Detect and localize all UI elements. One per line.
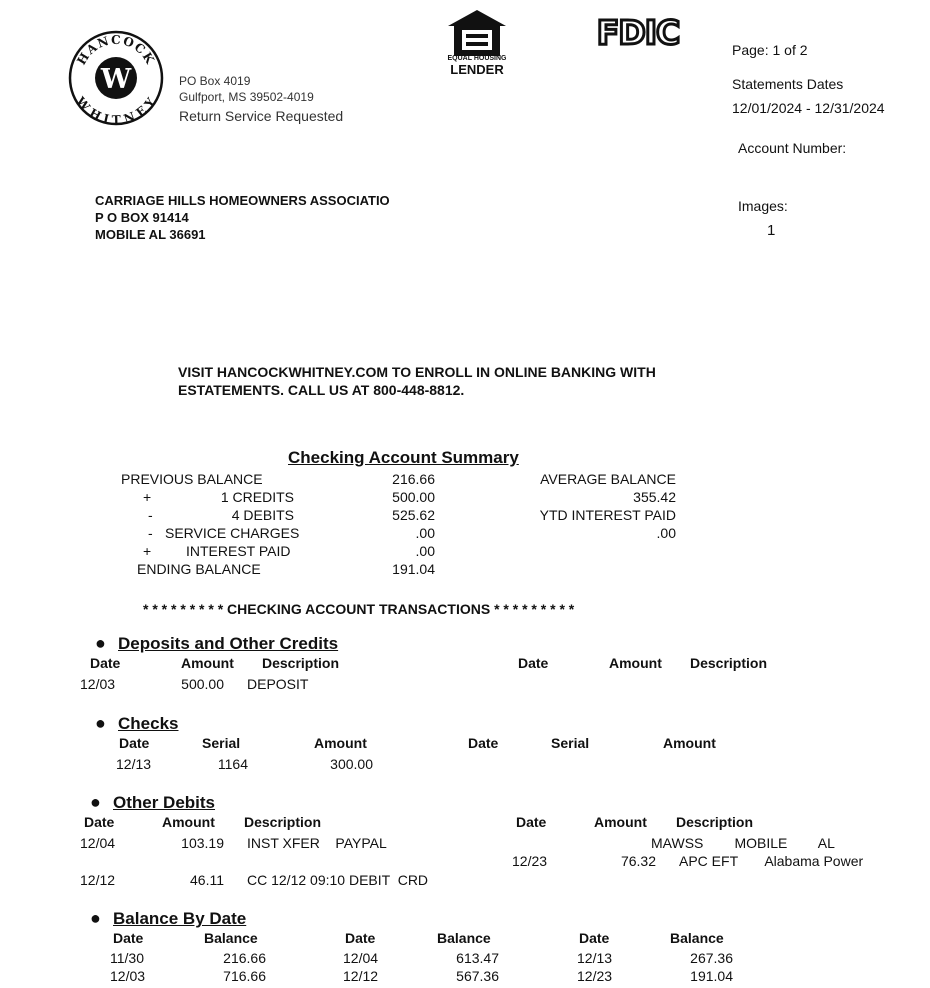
deposits-header-amount-2: Amount [609,655,662,671]
equal-housing-icon [446,8,508,58]
balance-r1-bal-1: 216.66 [223,950,266,966]
summary-label-credits: 1 CREDITS [220,489,294,505]
summary-amount-previous: 216.66 [392,471,435,487]
balance-header-date-3: Date [579,930,610,946]
debits-header-date-2: Date [516,814,547,830]
debit-row2-date: 12/12 [80,872,116,888]
fdic-logo [586,14,690,50]
ehl-line1: EQUAL HOUSING [447,55,507,62]
images-value: 1 [767,222,776,239]
deposits-header-date-2: Date [518,655,549,671]
balance-r1-bal-3: 267.36 [690,950,733,966]
logo-text-top: HANCOCK [74,32,158,68]
customer-address2: MOBILE AL 36691 [95,227,206,242]
average-balance-value: 355.42 [633,489,676,505]
notice-line1: VISIT HANCOCKWHITNEY.COM TO ENROLL IN ONLINE BANKING WITH [178,364,656,380]
balance-r2-date-3: 12/23 [577,968,613,984]
balance-header-date-1: Date [113,930,144,946]
deposits-header-desc-2: Description [690,655,768,671]
balance-header-balance-1: Balance [204,930,258,946]
summary-sign-debits: - [148,507,153,523]
debits-header-amount-1: Amount [162,814,215,830]
debits-header-amount-2: Amount [594,814,647,830]
summary-label-ending: ENDING BALANCE [137,561,261,577]
deposit-row-desc: DEPOSIT [247,676,309,692]
customer-name: CARRIAGE HILLS HOMEOWNERS ASSOCIATIO [95,193,390,208]
deposits-title: Deposits and Other Credits [118,634,339,653]
checks-header-date-2: Date [468,735,499,751]
debit-right-row2-date: 12/23 [512,853,548,869]
ytd-interest-value: .00 [656,525,676,541]
debits-header-desc-1: Description [244,814,322,830]
checks-header-amount-1: Amount [314,735,367,751]
deposit-row-amount: 500.00 [181,676,224,692]
balance-r1-date-2: 12/04 [343,950,379,966]
balance-r2-bal-2: 567.36 [456,968,499,984]
checks-title: Checks [118,714,179,733]
page-number: Page: 1 of 2 [732,42,808,58]
deposits-bullet: ● [95,633,106,653]
other-debits-bullet: ● [90,792,101,812]
logo-text-bottom: WHITNEY [73,94,159,126]
balance-r1-date-3: 12/13 [577,950,613,966]
fdic-text: FDIC [596,14,680,50]
other-debits-title: Other Debits [113,793,216,812]
summary-label-service: SERVICE CHARGES [165,525,300,541]
statement-dates-value: 12/01/2024 - 12/31/2024 [732,100,885,116]
ehl-line2: LENDER [450,62,504,77]
deposits-header-amount-1: Amount [181,655,234,671]
return-service-text: Return Service Requested [179,108,344,124]
check-row-date: 12/13 [116,756,152,772]
summary-amount-debits: 525.62 [392,507,435,523]
balance-r2-date-2: 12/12 [343,968,379,984]
debit-right-row1-desc: MAWSS MOBILE AL [651,835,835,851]
debit-row1-amount: 103.19 [181,835,224,851]
bank-logo [68,30,164,126]
summary-label-previous: PREVIOUS BALANCE [121,471,263,487]
balance-title: Balance By Date [113,909,247,928]
debit-row1-date: 12/04 [80,835,116,851]
balance-header-balance-2: Balance [437,930,491,946]
balance-header-balance-3: Balance [670,930,724,946]
checks-header-date-1: Date [119,735,150,751]
summary-amount-ending: 191.04 [392,561,435,577]
account-number-label: Account Number: [738,140,847,156]
check-row-serial: 1164 [217,756,248,772]
balance-header-date-2: Date [345,930,376,946]
transactions-header: * * * * * * * * * CHECKING ACCOUNT TRANSACTIONS * * * * * * * * * [143,601,575,617]
balance-r2-bal-3: 191.04 [690,968,733,984]
bank-address-line2: Gulfport, MS 39502-4019 [179,90,314,104]
deposits-header-date-1: Date [90,655,121,671]
checks-bullet: ● [95,713,106,733]
checks-header-amount-2: Amount [663,735,716,751]
debit-right-row2-amount: 76.32 [620,853,656,869]
debit-row2-desc: CC 12/12 09:10 DEBIT CRD [247,872,429,888]
balance-r2-bal-1: 716.66 [223,968,266,984]
checks-header-serial-2: Serial [551,735,590,751]
summary-title: Checking Account Summary [288,448,519,467]
debit-row2-amount: 46.11 [190,872,224,888]
statement-dates-label: Statements Dates [732,76,844,92]
debit-row1-desc: INST XFER PAYPAL [247,835,387,851]
notice-line2: ESTATEMENTS. CALL US AT 800-448-8812. [178,382,465,398]
debits-header-desc-2: Description [676,814,754,830]
deposit-row-date: 12/03 [80,676,116,692]
customer-address1: P O BOX 91414 [95,210,189,225]
balance-r2-date-1: 12/03 [110,968,146,984]
average-balance-label: AVERAGE BALANCE [540,471,676,487]
summary-amount-service: .00 [415,525,435,541]
debit-right-row2-desc: APC EFT Alabama Power [679,853,864,869]
summary-sign-credits: + [143,489,152,505]
bank-address-line1: PO Box 4019 [179,74,251,88]
check-row-amount: 300.00 [330,756,373,772]
summary-amount-interest: .00 [415,543,435,559]
debits-header-date-1: Date [84,814,115,830]
logo-letter: W [100,64,132,95]
balance-bullet: ● [90,908,101,928]
checks-header-serial-1: Serial [202,735,241,751]
summary-sign-service: - [148,525,153,541]
summary-amount-credits: 500.00 [392,489,435,505]
balance-r1-bal-2: 613.47 [456,950,499,966]
ytd-interest-label: YTD INTEREST PAID [539,507,676,523]
deposits-header-desc-1: Description [262,655,340,671]
images-label: Images: [738,198,788,214]
summary-label-interest: INTEREST PAID [186,543,291,559]
summary-sign-interest: + [143,543,152,559]
balance-r1-date-1: 11/30 [110,950,144,966]
summary-label-debits: 4 DEBITS [231,507,294,523]
